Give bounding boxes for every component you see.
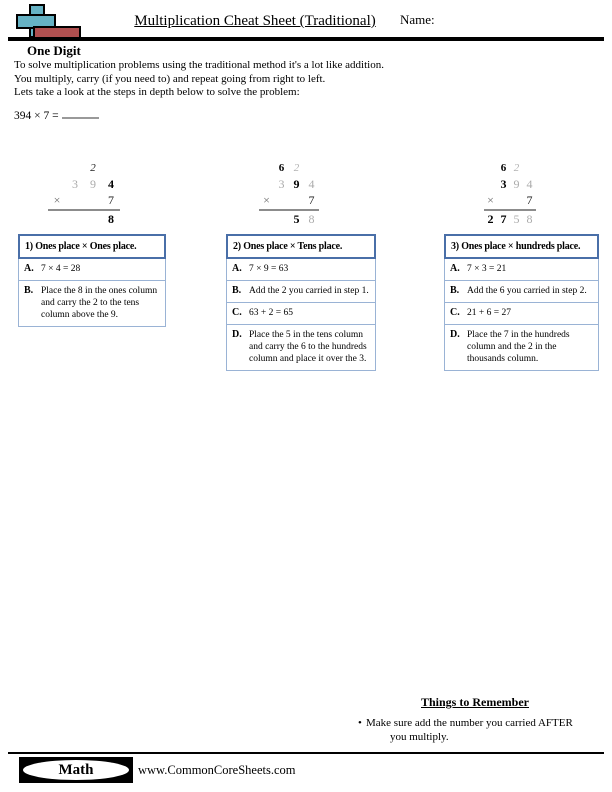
step-text: 63 + 2 = 65 (249, 308, 293, 318)
intro-line-1: To solve multiplication problems using the traditional method it's a lot like addition. (14, 59, 384, 71)
things-bullet: • Make sure add the number you carried AFTER you multiply. (348, 717, 590, 744)
example-row-mult (48, 192, 120, 208)
example-row-carry (48, 160, 120, 176)
step-text: Add the 2 you carried in step 1. (249, 286, 369, 296)
step-text: Add the 6 you carried in step 2. (467, 286, 587, 296)
site-link[interactable]: www.CommonCoreSheets.com (138, 763, 296, 777)
step-box-1 (18, 234, 166, 327)
answer-blank (62, 106, 99, 119)
digit-5: 5 (513, 212, 520, 226)
digit-7: 7 (108, 193, 114, 207)
example-row-digits (484, 176, 536, 192)
step-text: 7 × 3 = 21 (467, 264, 507, 274)
step-letter: A. (232, 263, 242, 274)
digit-6: 6 (278, 162, 285, 174)
digit-5: 5 (293, 212, 300, 226)
step-box-3 (444, 234, 599, 371)
step-letter: C. (450, 307, 460, 318)
digit-6: 6 (500, 162, 507, 174)
step-row (227, 280, 375, 302)
step-letter: B. (232, 285, 242, 296)
header-divider (8, 37, 604, 41)
digit-9: 9 (90, 177, 96, 191)
math-plus-logo (14, 4, 84, 40)
digit-9: 9 (293, 177, 300, 191)
example-1 (48, 160, 120, 227)
brand-label: Math (58, 761, 94, 778)
step-box-header: 1) Ones place × Ones place. (18, 234, 166, 259)
example-row-carry (259, 160, 319, 176)
step-letter: B. (450, 285, 460, 296)
example-row-result (48, 209, 120, 227)
page-title: Multiplication Cheat Sheet (Traditional) (134, 13, 376, 29)
example-row-result (259, 209, 319, 227)
problem-expression: 394 × 7 = (14, 110, 59, 122)
step-text: 21 + 6 = 27 (467, 308, 511, 318)
step-box-header: 3) Ones place × hundreds place. (444, 234, 599, 259)
digit-2: 2 (90, 162, 96, 174)
things-heading: Things to Remember (421, 695, 529, 709)
intro-text (14, 59, 384, 100)
section-heading: One Digit (27, 43, 81, 58)
digit-2: 2 (513, 162, 520, 174)
digit-4: 4 (308, 177, 315, 191)
times-icon: × (53, 193, 61, 207)
step-row (445, 324, 598, 370)
step-box-2 (226, 234, 376, 371)
name-label: Name: (400, 12, 435, 27)
example-row-result (484, 209, 536, 227)
example-row-digits (48, 176, 120, 192)
digit-3: 3 (500, 177, 507, 191)
step-box-header: 2) Ones place × Tens place. (226, 234, 376, 259)
things-list (348, 717, 590, 744)
step-letter: D. (450, 329, 460, 340)
digit-2: 2 (293, 162, 300, 174)
times-icon: × (487, 193, 494, 207)
example-row-carry (484, 160, 536, 176)
digit-7: 7 (308, 193, 315, 207)
step-row (19, 259, 165, 280)
example-3 (484, 160, 536, 227)
math-brand-badge (19, 757, 133, 783)
step-row (227, 302, 375, 324)
step-text: 7 × 4 = 28 (41, 264, 81, 274)
digit-3: 3 (72, 177, 78, 191)
step-row (445, 259, 598, 280)
example-row-mult (484, 192, 536, 208)
step-letter: C. (232, 307, 242, 318)
problem-statement (14, 106, 99, 122)
digit-4: 4 (526, 177, 533, 191)
step-text: 7 × 9 = 63 (249, 264, 289, 274)
footer-divider (8, 752, 604, 754)
step-letter: D. (232, 329, 242, 340)
digit-7: 7 (500, 212, 507, 226)
step-letter: A. (24, 263, 34, 274)
step-text: Place the 8 in the ones column and carry the 2 to the tens column above the 9. (41, 286, 158, 320)
step-row (445, 280, 598, 302)
intro-line-3: Lets take a look at the steps in depth below to solve the problem: (14, 86, 300, 98)
example-2 (259, 160, 319, 227)
digit-8: 8 (108, 212, 114, 226)
example-row-digits (259, 176, 319, 192)
step-row (445, 302, 598, 324)
step-letter: B. (24, 285, 34, 296)
digit-7: 7 (526, 193, 533, 207)
intro-line-2: You multiply, carry (if you need to) and repeat going from right to left. (14, 72, 326, 85)
digit-4: 4 (108, 177, 114, 191)
times-icon: × (263, 193, 270, 207)
digit-2: 2 (487, 212, 494, 226)
step-row (227, 259, 375, 280)
example-row-mult (259, 192, 319, 208)
step-row (227, 324, 375, 370)
brand-ellipse (23, 760, 129, 780)
step-row (19, 280, 165, 326)
digit-3: 3 (278, 177, 285, 191)
step-text: Place the 5 in the tens column and carry the 6 to the hundreds column and place it over the 3. (249, 330, 367, 364)
step-text: Place the 7 in the hundreds column and the 2 in the thousands column. (467, 330, 570, 364)
digit-8: 8 (526, 212, 533, 226)
digit-8: 8 (308, 212, 315, 226)
digit-9: 9 (513, 177, 520, 191)
step-letter: A. (450, 263, 460, 274)
